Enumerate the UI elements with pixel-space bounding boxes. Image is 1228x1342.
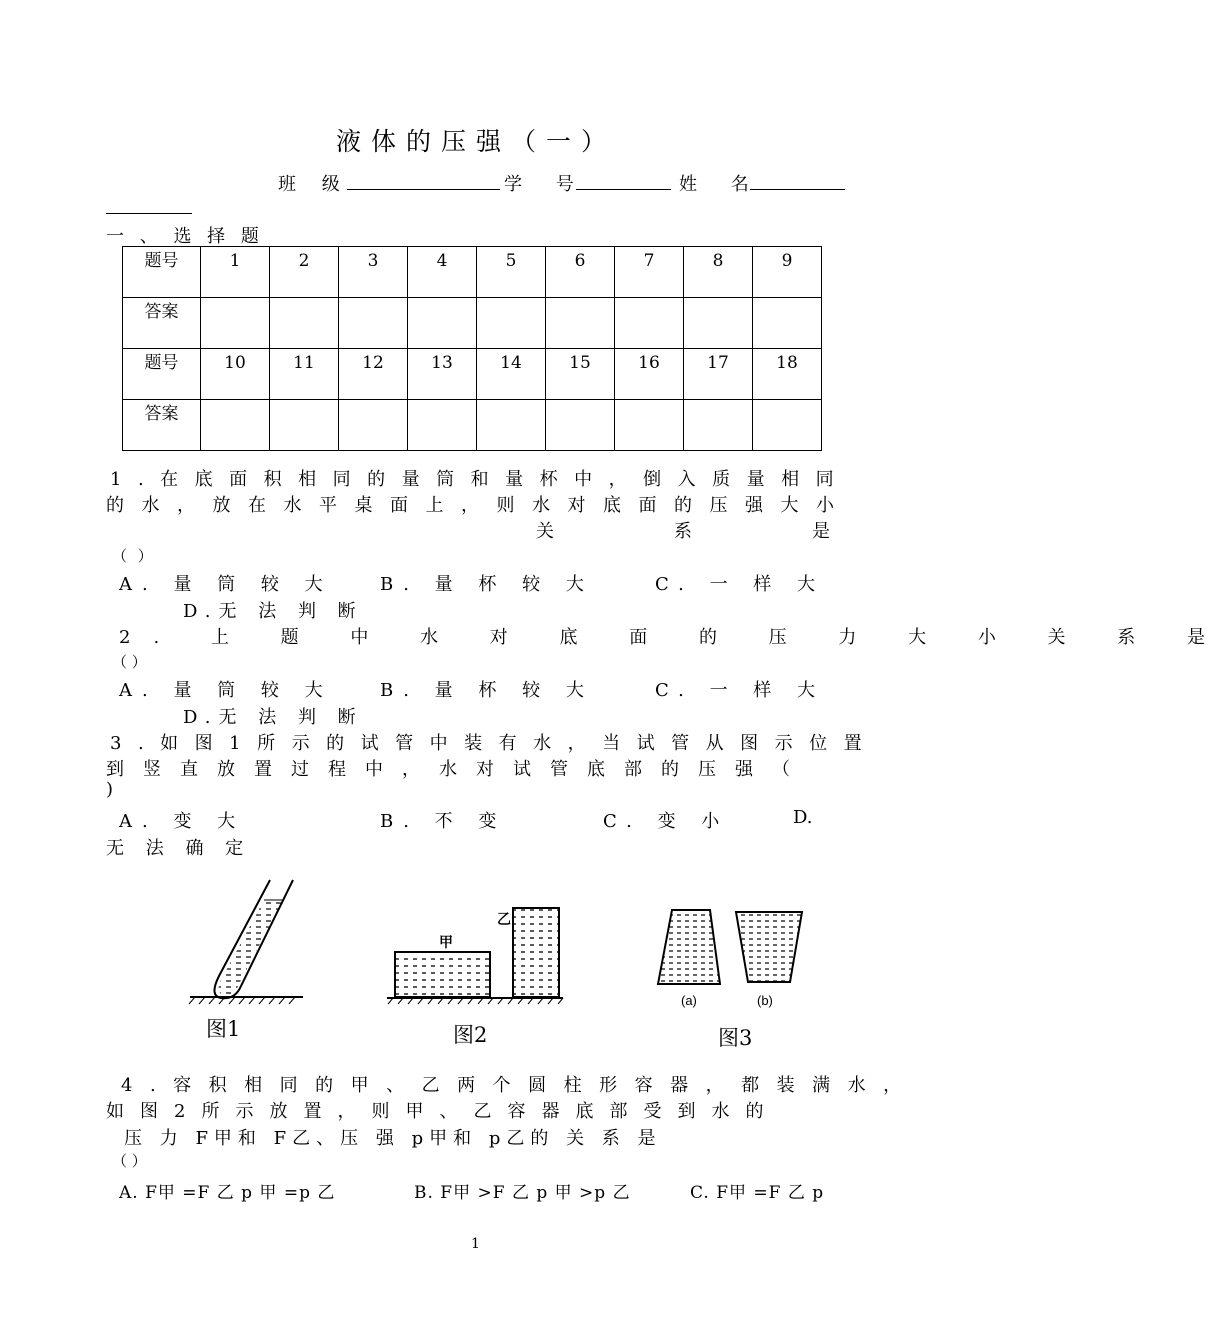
option-d[interactable]: D.无 法 判 断 <box>183 707 364 728</box>
question-number-cell: 8 <box>684 247 753 298</box>
answer-cell[interactable] <box>408 298 477 349</box>
answer-cell[interactable] <box>753 400 822 451</box>
answer-cell[interactable] <box>477 298 546 349</box>
option-c[interactable]: C. 一 样 大 <box>655 680 826 701</box>
student-id-label: 学 号 <box>504 174 588 195</box>
answer-cell[interactable] <box>753 298 822 349</box>
answer-cell[interactable] <box>684 400 753 451</box>
question-number-cell: 14 <box>477 349 546 400</box>
label-a: (a) <box>681 993 697 1008</box>
question-number-cell: 11 <box>270 349 339 400</box>
table-header-cell: 题号 <box>123 349 201 400</box>
table-row <box>123 349 822 400</box>
question-number-cell: 1 <box>201 247 270 298</box>
answer-cell[interactable] <box>615 400 684 451</box>
page-title: 液体的压强（一） <box>336 127 617 156</box>
question-2-text: 2. 上 题 中 水 对 底 面 的 压 力 大 小 关 系 是 <box>119 627 1228 648</box>
question-4-text: 如图2所示放置，则甲、乙容器底部受到水的 <box>106 1101 780 1122</box>
answer-cell[interactable] <box>270 400 339 451</box>
option-a[interactable]: A. 量 筒 较 大 <box>119 680 333 701</box>
class-label: 班 级 <box>278 174 350 195</box>
label-b: (b) <box>757 993 773 1008</box>
class-field[interactable] <box>347 189 500 190</box>
question-3-text: 3.如图1所示的试管中装有水，当试管从图示位置 <box>110 733 879 754</box>
question-number-cell: 7 <box>615 247 684 298</box>
question-number-cell: 17 <box>684 349 753 400</box>
option-b[interactable]: B. 量 杯 较 大 <box>380 574 594 595</box>
option-c[interactable]: C. 变 小 <box>603 811 730 832</box>
question-number-cell: 6 <box>546 247 615 298</box>
question-number-cell: 5 <box>477 247 546 298</box>
name-field-continuation <box>106 213 192 214</box>
table-header-cell: 题号 <box>123 247 201 298</box>
question-1-text: 的水，放在水平桌面上，则水对底面的压强大小 <box>106 495 852 516</box>
name-field[interactable] <box>750 189 845 190</box>
question-number-cell: 2 <box>270 247 339 298</box>
answer-cell[interactable] <box>546 298 615 349</box>
option-b[interactable]: B. 量 杯 较 大 <box>380 680 594 701</box>
student-id-field[interactable] <box>576 189 671 190</box>
answer-paren: （ ） <box>112 653 147 671</box>
option-c[interactable]: C. F甲 =F 乙 p <box>690 1183 825 1203</box>
option-b[interactable]: B. F甲 >F 乙 p 甲 >p 乙 <box>414 1183 631 1203</box>
section-heading: 一 、 选 择 题 <box>106 226 264 247</box>
table-row <box>123 298 822 349</box>
option-a[interactable]: A. 变 大 <box>119 811 246 832</box>
question-4-text: 压 力 F甲和 F乙、压 强 p甲和 p乙的 关 系 是 <box>124 1128 662 1149</box>
question-number-cell: 15 <box>546 349 615 400</box>
option-b[interactable]: B. 不 变 <box>380 811 507 832</box>
option-c[interactable]: C. 一 样 大 <box>655 574 826 595</box>
option-d[interactable]: D.无 法 判 断 <box>183 601 364 622</box>
answer-cell[interactable] <box>201 400 270 451</box>
question-number-cell: 4 <box>408 247 477 298</box>
question-number-cell: 9 <box>753 247 822 298</box>
question-number-cell: 3 <box>339 247 408 298</box>
answer-paren: （ ） <box>112 547 156 565</box>
question-1-text: 是 <box>812 521 845 542</box>
answer-cell[interactable] <box>546 400 615 451</box>
figure-3-caption: 图3 <box>718 1026 753 1050</box>
answer-cell[interactable] <box>615 298 684 349</box>
option-a[interactable]: A. F甲 =F 乙 p 甲 =p 乙 <box>119 1183 336 1203</box>
answer-cell[interactable] <box>477 400 546 451</box>
option-d-text: 无 法 确 定 <box>106 838 252 859</box>
figure-1-test-tube <box>185 876 310 1006</box>
option-a[interactable]: A. 量 筒 较 大 <box>119 574 333 595</box>
answer-cell[interactable] <box>339 400 408 451</box>
question-number-cell: 10 <box>201 349 270 400</box>
table-row <box>123 400 822 451</box>
question-1-text: 关 <box>536 521 569 542</box>
page-number: 1 <box>471 1236 480 1252</box>
label-jia: 甲 <box>439 935 453 951</box>
question-number-cell: 13 <box>408 349 477 400</box>
figure-1-caption: 图1 <box>206 1017 241 1041</box>
question-number-cell: 12 <box>339 349 408 400</box>
table-row <box>123 247 822 298</box>
answer-table <box>122 246 822 451</box>
answer-cell[interactable] <box>408 400 477 451</box>
label-yi: 乙 <box>497 912 511 928</box>
answer-cell[interactable] <box>201 298 270 349</box>
question-number-cell: 18 <box>753 349 822 400</box>
name-label: 姓 名 <box>679 174 763 195</box>
question-3-text: ) <box>106 779 114 800</box>
answer-cell[interactable] <box>339 298 408 349</box>
table-header-cell: 答案 <box>123 298 201 349</box>
question-3-text: 到竖直放置过程中，水对试管底部的压强（ <box>106 759 809 780</box>
answer-paren: （ ） <box>112 1152 147 1170</box>
question-number-cell: 16 <box>615 349 684 400</box>
question-1-text: 系 <box>674 521 707 542</box>
figure-2-containers <box>385 900 565 1010</box>
figure-3-containers <box>652 906 812 991</box>
answer-cell[interactable] <box>684 298 753 349</box>
question-4-text: 4.容积相同的甲、乙两个圆柱形容器，都装满水， <box>121 1075 919 1096</box>
table-header-cell: 答案 <box>123 400 201 451</box>
question-1-text: 1.在底面积相同的量筒和量杯中，倒入质量相同 <box>110 469 851 490</box>
option-d[interactable]: D. <box>793 807 813 828</box>
figure-2-caption: 图2 <box>453 1023 488 1047</box>
answer-cell[interactable] <box>270 298 339 349</box>
